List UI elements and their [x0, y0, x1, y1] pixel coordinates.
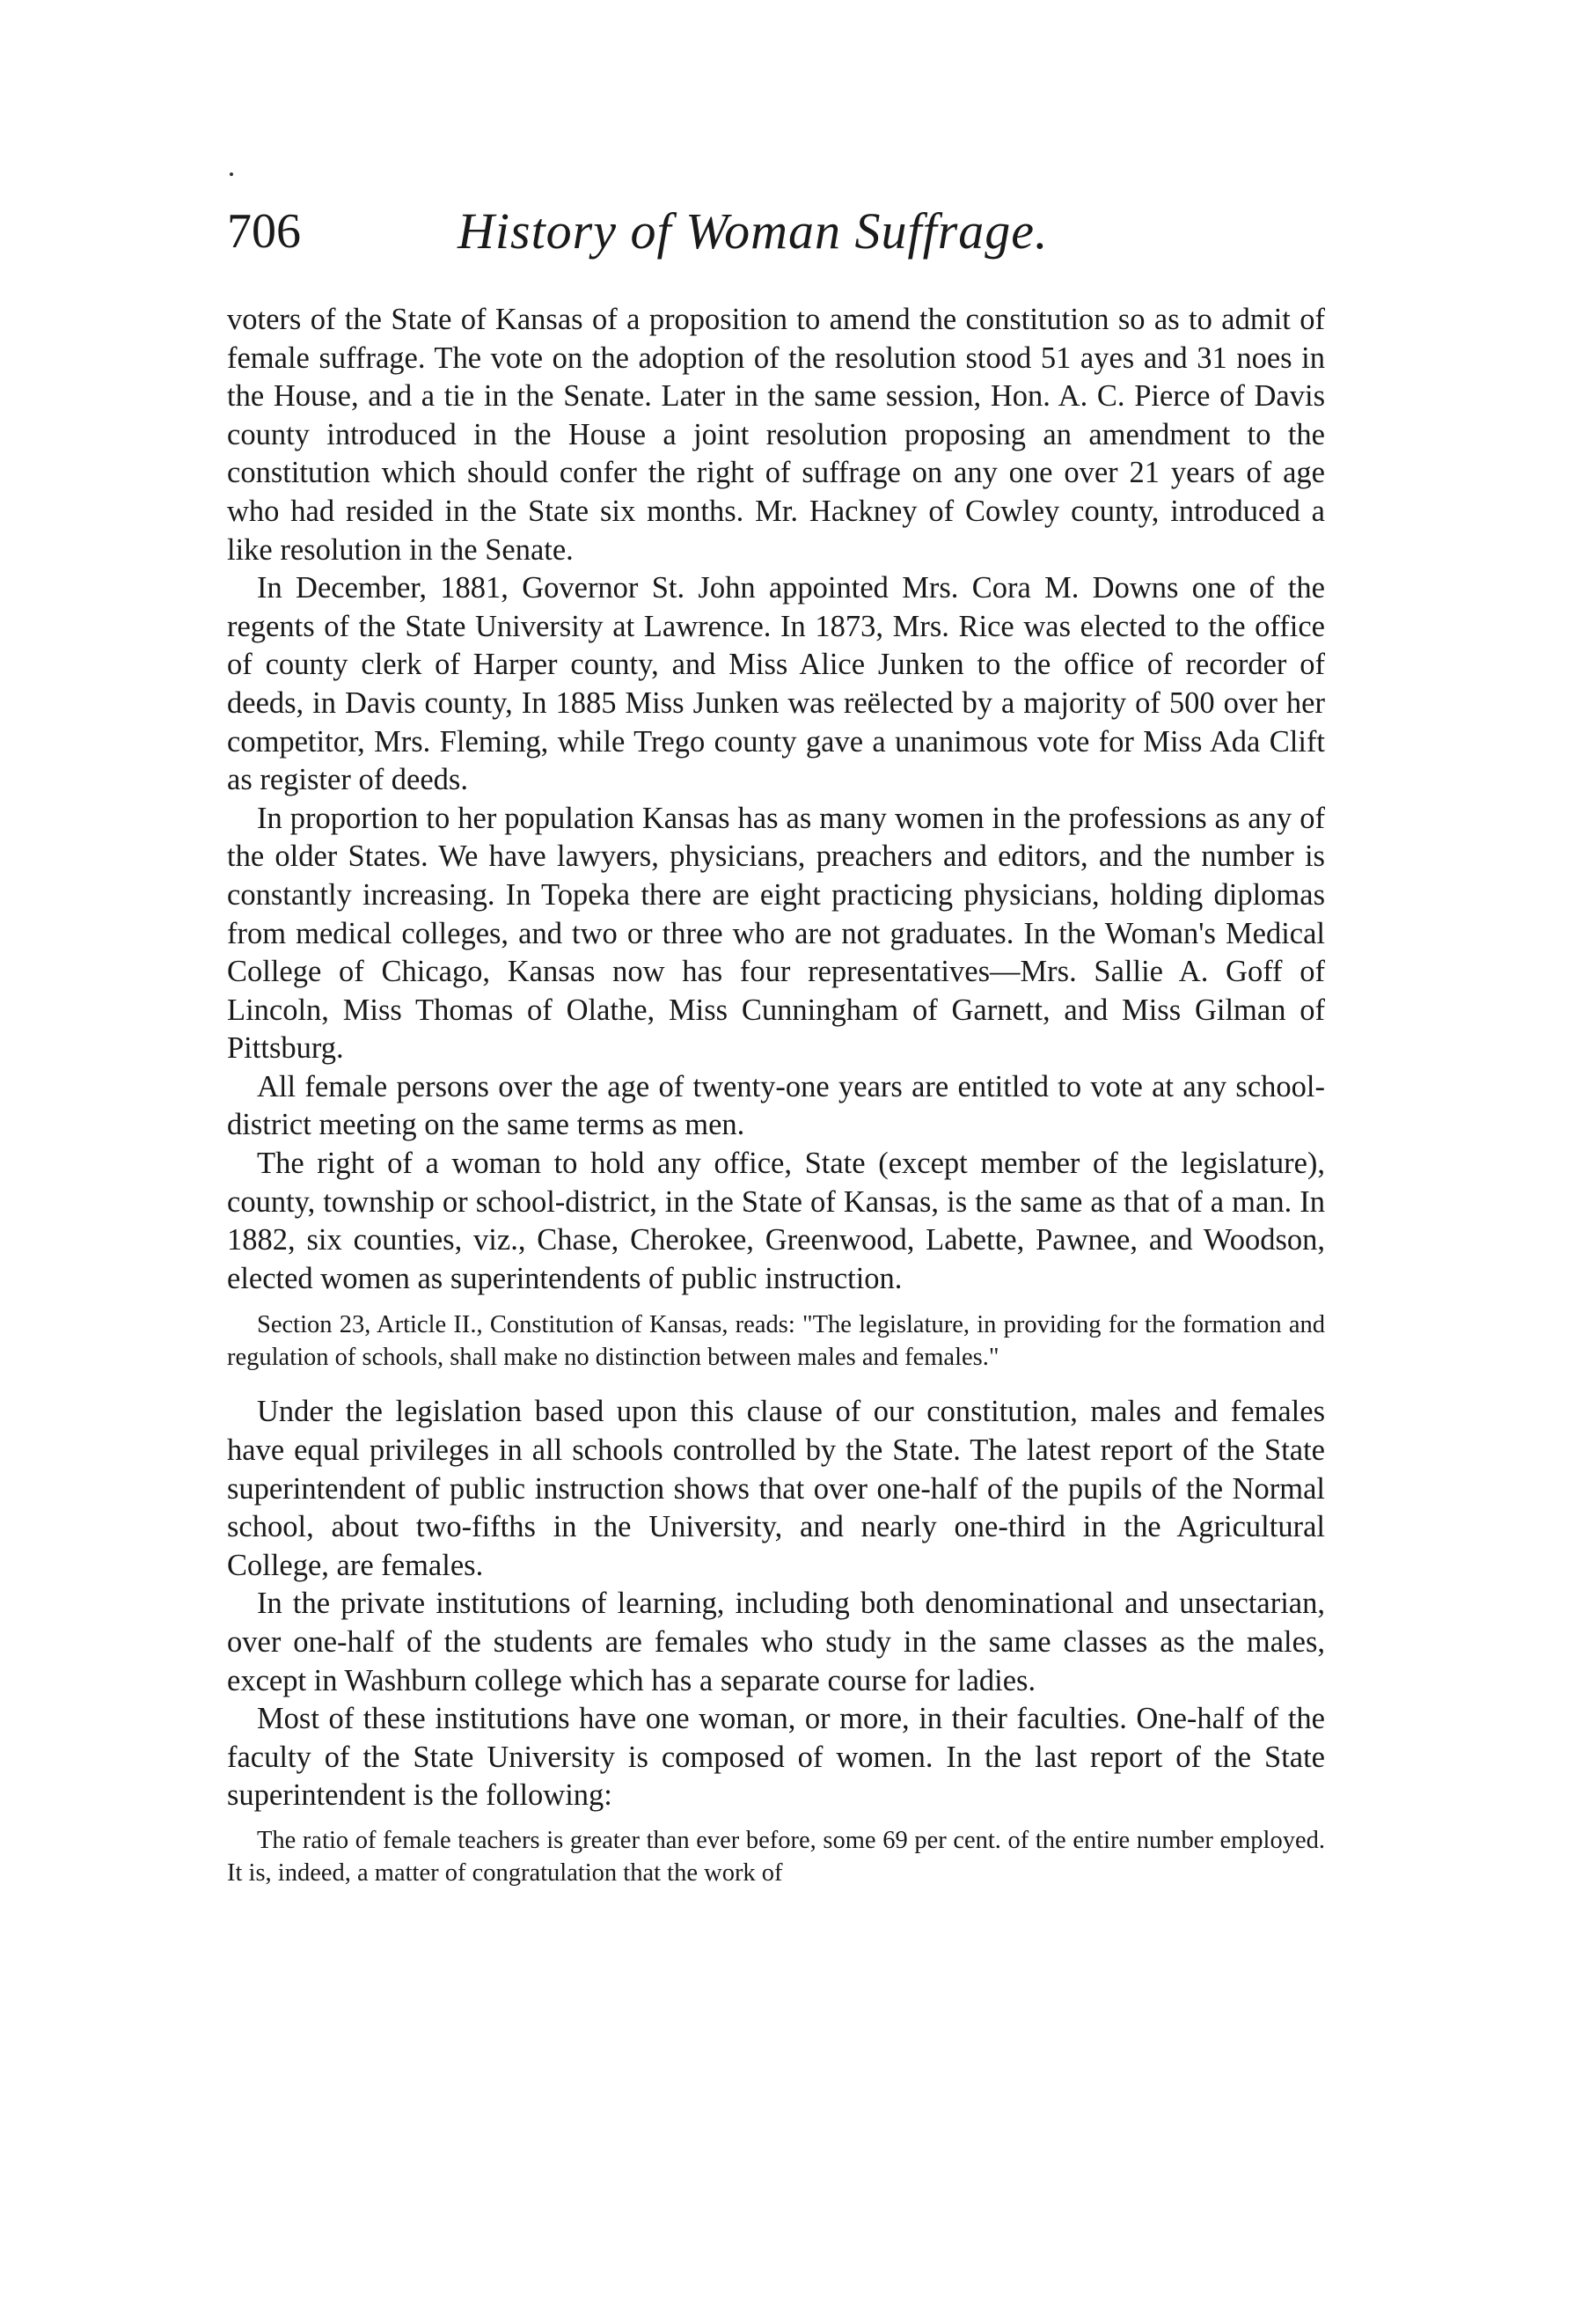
paragraph: Under the legislation based upon this clause of our constitution, males and females have equal privileges in all schools controlled by the State. The latest report of the State superintendent of public instruction shows that over one-half of the pupils of the Normal school, about two-fifths in the University, and nearly one-third in the Agricultural College, are females. [227, 1395, 1325, 1582]
stray-mark [230, 172, 233, 176]
running-title: History of Woman Suffrage. [458, 202, 1049, 260]
paragraph: All female persons over the age of twenty-one years are entitled to vote at any school-district meeting on the same terms as men. [227, 1069, 1325, 1142]
page-number: 706 [227, 204, 301, 259]
paragraph: In December, 1881, Governor St. John appointed Mrs. Cora M. Downs one of the regents of the State University at Lawrence. In 1873, Mrs. Rice was elected to the office of county clerk of Harper county, and Miss Alice Junken to the office of recorder of deeds, in Davis county, In 1885 Miss Junken was reëlected by a majority of 500 over her competitor, Mrs. Fleming, while Trego county gave a unanimous vote for Miss Ada Clift as register of deeds. [227, 571, 1325, 797]
block-quote-constitution: Section 23, Article II., Constitution of Kansas, reads: "The legislature, in providing for the formation and regulation of schools, shall make no distinction between males and females." [227, 1311, 1325, 1372]
page-header [227, 192, 1327, 271]
paragraph: In the private institutions of learning, including both denominational and unsectarian, over one-half of the students are females who study in the same classes as the males, except in Washburn college which has a separate course for ladies. [227, 1587, 1325, 1697]
block-quote-superintendent-report: The ratio of female teachers is greater than ever before, some 69 per cent. of the entire number employed. It is, indeed, a matter of congratulation that the work of [227, 1826, 1325, 1887]
paragraph: The right of a woman to hold any office, State (except member of the legislature), county, township or school-district, in the State of Kansas, is the same as that of a man. In 1882, six counties, viz., Chase, Cherokee, Greenwood, Labette, Pawnee, and Woodson, elected women as superintendents of public instruction. [227, 1147, 1325, 1295]
paragraph: voters of the State of Kansas of a proposition to amend the constitution so as to admit of female suffrage. The vote on the adoption of the resolution stood 51 ayes and 31 noes in the House, and a tie in the Senate. Later in the same session, Hon. A. C. Pierce of Davis county introduced in the House a joint resolution proposing an amendment to the constitution which should confer the right of suffrage on any one over 21 years of age who had resided in the State six months. Mr. Hackney of Cowley county, introduced a like resolution in the Senate. [227, 303, 1325, 567]
paragraph: In proportion to her population Kansas has as many women in the professions as any of the older States. We have lawyers, physicians, preachers and editors, and the number is constantly increasing. In Topeka there are eight practicing physicians, holding diplomas from medical colleges, and two or three who are not graduates. In the Woman's Medical College of Chicago, Kansas now has four representatives—Mrs. Sallie A. Goff of Lincoln, Miss Thomas of Olathe, Miss Cunningham of Garnett, and Miss Gilman of Pittsburg. [227, 801, 1325, 1066]
paragraph: Most of these institutions have one woman, or more, in their faculties. One-half of the faculty of the State University is composed of women. In the last report of the State superintendent is the following: [227, 1702, 1325, 1813]
page-body [227, 301, 1325, 1889]
